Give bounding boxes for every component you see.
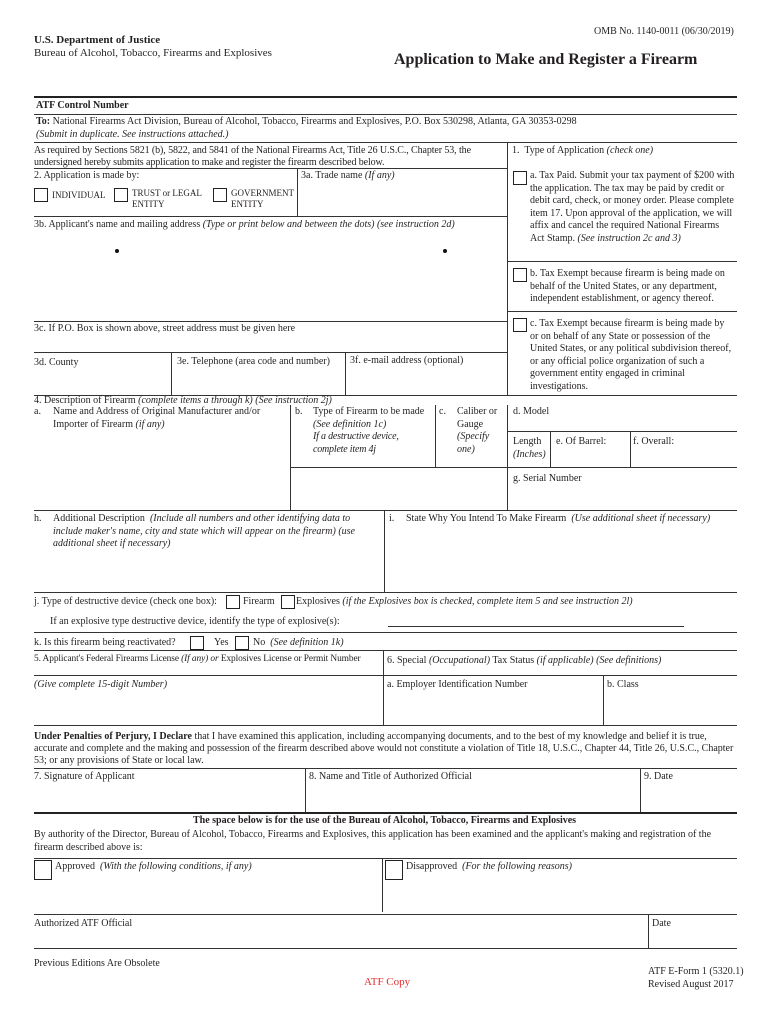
item3d-label: 3d. County [34,357,79,368]
perjury-statement: Under Penalties of Perjury, I Declare that I have examined this application, including accompanying documents, and to the best of my knowledge and belief it is true, accurate and complete and the making and possession of the firearm described above would not constitute a violation of Title 18, U.S.C., Chapter 44, Title 26, U.S.C., Chapter 53; or any provisions of State or local law. [34,731,734,766]
col-divider [603,675,604,725]
rule [34,650,737,651]
rule [34,510,737,511]
government-label: GOVERNMENT ENTITY [231,188,294,209]
reactivated-no-checkbox[interactable] [235,636,249,650]
item4b-label: Type of Firearm to be made [313,406,425,417]
explosives-checkbox[interactable] [281,595,295,609]
disapproved-checkbox[interactable] [385,860,403,880]
item3b-label: 3b. Applicant's name and mailing address (Type or print below and between the dots) (see instruction 2d) [34,219,455,230]
col-divider [384,510,385,592]
item4a-num: a. [34,406,41,417]
to-label: To: [36,116,51,127]
reactivated-yes-label: Yes [214,637,229,648]
item4a-label: Name and Address of Original Manufacturer and/or Importer of Firearm (if any) [53,406,261,430]
firearm-checkbox[interactable] [226,595,240,609]
rule [34,632,737,633]
approved-checkbox[interactable] [34,860,52,880]
rule [507,431,737,432]
item4i-label: State Why You Intend To Make Firearm (Use additional sheet if necessary) [406,513,711,524]
item4j-label: j. Type of destructive device (check one box): [34,596,217,607]
item4k-label: k. Is this firearm being reactivated? [34,637,176,648]
item4c-hint: (Specify one) [457,431,490,455]
atf-date-label: Date [652,918,671,929]
omb-number: OMB No. 1140-0011 (06/30/2019) [594,26,734,37]
item6a-label: a. Employer Identification Number [387,679,528,690]
rule [34,768,737,769]
rule [34,352,507,353]
item5-label: 5. Applicant's Federal Firearms License (If any) or Explosives License or Permit Number [34,654,361,664]
address-dot-right [443,249,447,253]
bureau-name: Bureau of Alcohol, Tobacco, Firearms and Explosives [34,47,272,59]
intro-text: As required by Sections 5821 (b), 5822, and 5841 of the National Firearms Act, Title 26 U.S.C., Chapter 53, the undersigned hereby submits application to make and register the firearm described below. [34,145,471,168]
rule [34,725,737,726]
col-divider [435,405,436,467]
col-divider [305,768,306,812]
tax-exempt-state-checkbox[interactable] [513,318,527,332]
item3a-label: 3a. Trade name (If any) [301,170,395,181]
length-label: Length [513,436,542,447]
form-number: ATF E-Form 1 (5320.1) [648,966,744,977]
authorized-official-label: Authorized ATF Official [34,918,133,929]
item4h-num: h. [34,513,42,524]
rule [34,114,737,115]
item1-label: 1. Type of Application (check one) [512,145,654,156]
tax-exempt-us-text: b. Tax Exempt because firearm is being made on behalf of the United States, or any department, independent establishment, or agency thereof. [530,268,725,304]
item3e-label: 3e. Telephone (area code and number) [177,356,330,367]
item4-label: 4. Description of Firearm (complete items a through k) (See instruction 2j) [34,395,332,406]
rule [34,142,737,143]
rule [508,311,737,312]
col-divider [630,431,631,467]
col-divider [383,650,384,725]
rule [34,168,507,169]
explosive-type-line[interactable] [388,626,684,627]
rule [34,948,737,949]
rule [34,812,737,814]
individual-label: INDIVIDUAL [52,190,106,200]
submit-note: (Submit in duplicate. See instructions attached.) [36,129,229,140]
rule [290,467,737,468]
tax-paid-checkbox[interactable] [513,171,527,185]
dept-name: U.S. Department of Justice [34,34,161,46]
atf-use-title: The space below is for the use of the Bureau of Alcohol, Tobacco, Firearms and Explosives [193,815,577,826]
item4c-num: c. [439,406,446,417]
col-divider [171,352,172,395]
trust-checkbox[interactable] [114,188,128,202]
government-checkbox[interactable] [213,188,227,202]
revision-date: Revised August 2017 [648,979,734,990]
item7-label: 7. Signature of Applicant [34,771,135,782]
item8-label: 8. Name and Title of Authorized Official [309,771,472,782]
tax-paid-text: a. Tax Paid. Submit your tax payment of $200 with the application. The tax may be paid by credit or debit card, check, or money order. Please complete item 17. Upon approval of the application, we will affix and cancel the required National Firearms Act Stamp. (See instruction 2c and 3) [530,170,735,244]
col-divider [640,768,641,812]
item4e-label: e. Of Barrel: [556,436,607,447]
col-divider [648,914,649,948]
rule [34,675,737,676]
rule [34,321,507,322]
form-title: Application to Make and Register a Firearm [394,51,698,68]
reactivated-no-label: No (See definition 1k) [253,637,344,648]
approved-label: Approved (With the following conditions, if any) [55,861,252,872]
rule [34,592,737,593]
atf-copy-label: ATF Copy [364,976,411,988]
firearm-label: Firearm [243,596,275,607]
explosives-label: Explosives (if the Explosives box is checked, complete item 5 and see instruction 2l) [296,596,633,607]
item4b-hint: (See definition 1c) [313,419,387,430]
control-number-label: ATF Control Number [36,100,129,111]
item4f-label: f. Overall: [633,436,675,447]
trust-label: TRUST or LEGAL ENTITY [132,188,202,209]
reactivated-yes-checkbox[interactable] [190,636,204,650]
col-divider [550,431,551,467]
item4g-label: g. Serial Number [513,473,582,484]
item9-label: 9. Date [644,771,673,782]
item6-label: 6. Special (Occupational) Tax Status (if applicable) (See definitions) [387,655,662,666]
item6b-label: b. Class [607,679,639,690]
item4d-label: d. Model [513,406,550,417]
item3f-label: 3f. e-mail address (optional) [350,355,464,366]
item4h-label: Additional Description (Include all numbers and other identifying data to include maker's name, city and state which will appear on the firearm) (use additional sheet if necessary) [53,513,355,549]
obsolete-note: Previous Editions Are Obsolete [34,958,160,969]
item2-label: 2. Application is made by: [34,170,140,181]
col-divider [507,405,508,510]
rule [508,261,737,262]
to-address: National Firearms Act Division, Bureau of Alcohol, Tobacco, Firearms and Explosives, P.O. Box 530298, Atlanta, GA 30353-0298 [52,116,577,127]
length-hint: (Inches) [513,449,546,460]
item4b-num: b. [295,406,303,417]
explosive-type-label: If an explosive type destructive device, identify the type of explosive(s): [50,616,340,627]
item4b-destructive-hint: If a destructive device, complete item 4j [313,431,399,455]
col-divider [382,858,383,912]
item3c-label: 3c. If P.O. Box is shown above, street address must be given here [34,323,296,334]
rule [34,914,737,915]
item4i-num: i. [389,513,395,524]
rule [34,858,737,859]
rule [34,216,507,217]
col-divider [290,405,291,510]
col-divider [345,352,346,395]
header-rule [34,96,737,98]
atf-use-text: By authority of the Director, Bureau of Alcohol, Tobacco, Firearms and Explosives, this application has been examined and the applicant's making and registration of the firearm described above is: [34,829,712,853]
col-divider [507,143,508,395]
address-dot-left [115,249,119,253]
to-line [36,116,577,129]
disapproved-label: Disapproved (For the following reasons) [406,861,573,872]
tax-exempt-us-checkbox[interactable] [513,268,527,282]
item4c-label: Caliber or Gauge [457,406,498,430]
tax-exempt-state-text: c. Tax Exempt because firearm is being made by or on behalf of any State or possession of the United States, or any political subdivision thereof, or any official police organization of such a government entity engaged in criminal investigations. [530,318,732,392]
individual-checkbox[interactable] [34,188,48,202]
item5-sub: (Give complete 15-digit Number) [34,679,168,690]
